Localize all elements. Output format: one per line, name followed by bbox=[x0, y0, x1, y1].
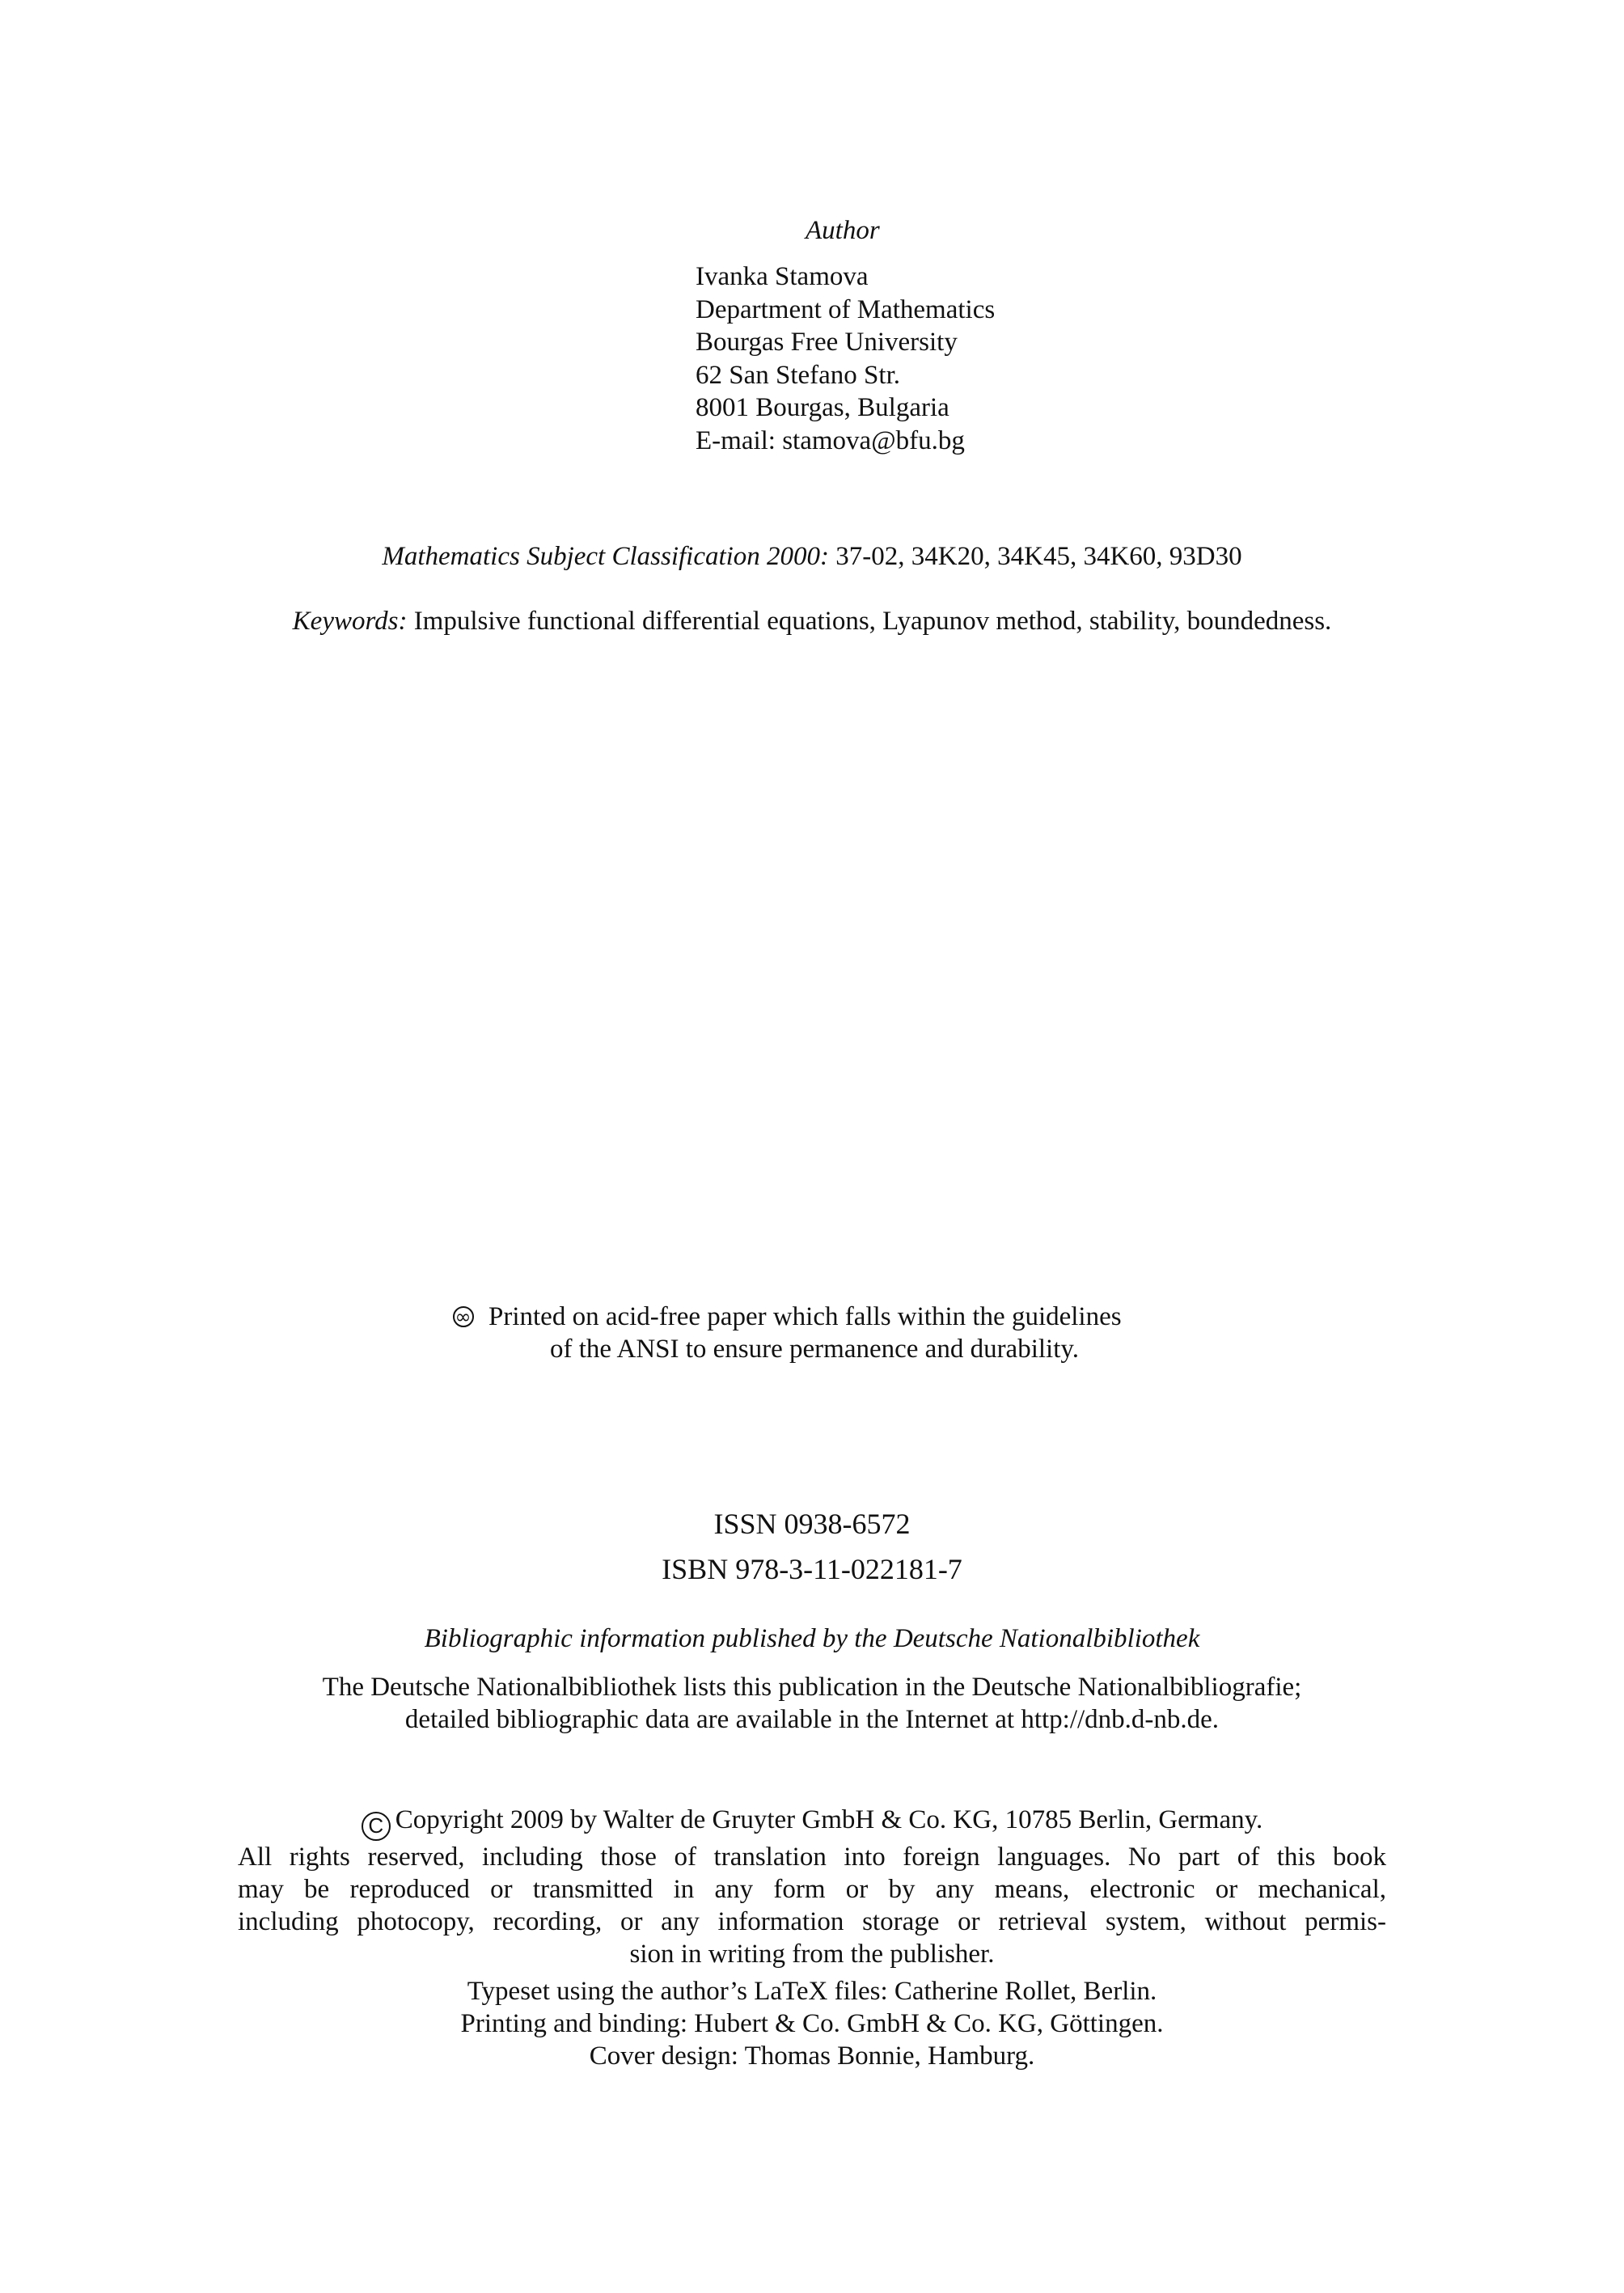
latex-logo: LaTeX bbox=[754, 1977, 828, 2006]
author-address-block bbox=[696, 260, 995, 457]
rights-line-2: may be reproduced or transmitted in any form or by any means, electronic or mechanical, bbox=[238, 1875, 1386, 1904]
author-heading: Author bbox=[806, 216, 880, 245]
subject-classification-label: Mathematics Subject Classification 2000: bbox=[382, 542, 830, 571]
keywords-value: Impulsive functional differential equations, Lyapunov method, stability, boundedness. bbox=[413, 607, 1332, 636]
printing-credit: Printing and binding: Hubert & Co. GmbH & Co. KG, Göttingen. bbox=[460, 2009, 1164, 2038]
acid-free-line-2: of the ANSI to ensure permanence and durability. bbox=[550, 1335, 1079, 1364]
keywords-label: Keywords: bbox=[292, 607, 408, 636]
subject-classification-value: 37-02, 34K20, 34K45, 34K60, 93D30 bbox=[835, 542, 1242, 571]
author-city: 8001 Bourgas, Bulgaria bbox=[696, 393, 949, 422]
bibliographic-line-1: The Deutsche Nationalbibliothek lists this publication in the Deutsche Nationalbibliografie; bbox=[322, 1673, 1302, 1702]
rights-line-3: including photocopy, recording, or any information storage or retrieval system, without permis- bbox=[238, 1907, 1386, 1936]
author-street: 62 San Stefano Str. bbox=[696, 360, 900, 390]
production-credits bbox=[0, 1975, 1624, 2072]
copyright-icon: C bbox=[362, 1812, 391, 1841]
bibliographic-text bbox=[0, 1671, 1624, 1736]
typeset-prefix: Typeset using the author’s bbox=[467, 1977, 755, 2006]
acid-free-line-1: Printed on acid-free paper which falls within the guidelines bbox=[488, 1302, 1122, 1331]
typeset-suffix: files: Catherine Rollet, Berlin. bbox=[827, 1977, 1157, 2006]
typeset-credit bbox=[0, 1975, 1624, 2007]
rights-line-4: sion in writing from the publisher. bbox=[629, 1940, 995, 1969]
issn: ISSN 0938-6572 bbox=[713, 1508, 911, 1540]
author-name: Ivanka Stamova bbox=[696, 262, 869, 291]
infinity-circle-icon bbox=[453, 1306, 474, 1327]
author-email: E-mail: stamova@bfu.bg bbox=[696, 425, 965, 455]
acid-free-paper-note bbox=[453, 1301, 1229, 1365]
isbn: ISBN 978-3-11-022181-7 bbox=[662, 1553, 962, 1585]
subject-classification bbox=[0, 540, 1624, 573]
copyright-notice bbox=[238, 1804, 1386, 1970]
bibliographic-heading: Bibliographic information published by the Deutsche Nationalbibliothek bbox=[424, 1624, 1200, 1653]
author-university: Bourgas Free University bbox=[696, 328, 958, 357]
cover-credit: Cover design: Thomas Bonnie, Hamburg. bbox=[589, 2041, 1035, 2071]
rights-line-1: All rights reserved, including those of translation into foreign languages. No part of this book bbox=[238, 1842, 1386, 1872]
bibliographic-line-2: detailed bibliographic data are available in the Internet at http://dnb.d-nb.de. bbox=[404, 1705, 1220, 1734]
keywords bbox=[0, 605, 1624, 637]
author-department: Department of Mathematics bbox=[696, 294, 996, 324]
copyright-line: Copyright 2009 by Walter de Gruyter GmbH & Co. KG, 10785 Berlin, Germany. bbox=[395, 1805, 1263, 1834]
